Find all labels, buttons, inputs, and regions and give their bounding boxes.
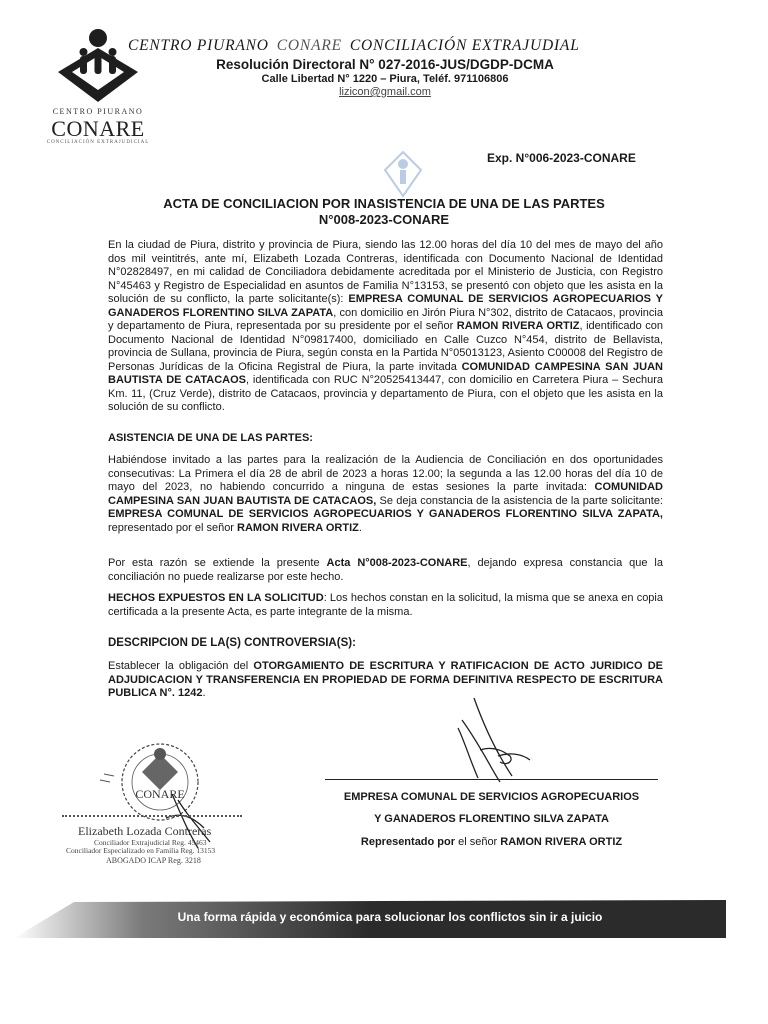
controversy-subject: OTORGAMIENTO DE ESCRITURA Y RATIFICACION DE ACTO JURIDICO DE ADJUDICACION Y TRANSFERENCIA EN PROPIEDAD DE FORMA DEFINITIVA RESPECTO DE ESCRITURA PUBLICA N°. 1242 [108, 660, 663, 699]
footer-slogan: Una forma rápida y económica para solucionar los conflictos sin ir a juicio [177, 910, 603, 924]
signature-line [325, 779, 658, 780]
invited-party-name: COMUNIDAD CAMPESINA SAN JUAN BAUTISTA DE CATACAOS [108, 360, 663, 386]
email-link[interactable]: lizicon@gmail.com [339, 86, 431, 98]
watermark-stamp-icon [383, 150, 423, 198]
logo-caption-small: CENTRO PIURANO [52, 107, 144, 116]
text-run: Establecer la obligación del [108, 660, 254, 672]
text-run: , identificado con Documento Nacional de Identidad N°09817400, domiciliado en Calle Cuzco N°454, distrito de Bellavista, provincia de Sullana, provincia de Piura, según consta en la Partida N°05013123, Asiento C00008 del Registro de Personas Jurídicas de la Oficina Registral de Piura, la parte invitada [108, 320, 663, 373]
stamp-label: CONARE [135, 787, 185, 801]
facts-label: HECHOS EXPUESTOS EN LA SOLICITUD [108, 592, 324, 604]
conciliator-registry: Conciliador Extrajudicial Reg. 45463 [94, 838, 207, 847]
text-run: : Los hechos constan en la solicitud, la misma que se anexa en copia certificada a la presente Acta, es parte integrante de la misma. [108, 592, 663, 618]
paragraph-act-issued [108, 557, 663, 584]
text-run: , con domicilio en Jirón Piura N°302, distrito de Catacaos, provincia y departamento de Piura, representada por su presidente por el señor [108, 306, 663, 332]
act-number: Acta N°008-2023-CONARE [326, 557, 468, 569]
text-run: . [202, 687, 206, 699]
resolution-line: Resolución Directoral N° 027-2016-JUS/DGDP-DCMA [216, 57, 554, 72]
text-run: Habiéndose invitado a las partes para la realización de la Audiencia de Conciliación en dos oportunidades consecutivas: La Primera el día 28 de abril de 2023 a horas 12.00; la segunda a las 12.00 horas del día 10 de mayo del 2023, no habiendo concurrido a ninguna de estas sesiones la parte invitada: [108, 454, 663, 493]
section-heading-controversy: DESCRIPCION DE LA(S) CONTROVERSIA(S): [108, 637, 356, 649]
representative-name: RAMON RIVERA ORTIZ [500, 836, 623, 848]
title-line-2: N°008-2023-CONARE [318, 212, 450, 227]
paragraph-facts [108, 592, 663, 619]
handwritten-signature [440, 690, 550, 790]
paragraph-controversy [108, 660, 663, 701]
section-heading-attendance: ASISTENCIA DE UNA DE LAS PARTES: [108, 432, 313, 444]
org-name-part1: CENTRO PIURANO [128, 37, 269, 54]
applicant-name: EMPRESA COMUNAL DE SERVICIOS AGROPECUARIOS Y GANADEROS FLORENTINO SILVA ZAPATA, [108, 508, 663, 520]
document-title [110, 196, 658, 228]
text-run: Representado por [360, 836, 456, 848]
invited-party-name: COMUNIDAD CAMPESINA SAN JUAN BAUTISTA DE CATACAOS, [108, 481, 663, 507]
paragraph-introduction [108, 239, 663, 415]
signatory-representative [325, 836, 658, 848]
logo-caption: CONARE [51, 116, 145, 141]
conciliator-bar-registry: ABOGADO ICAP Reg. 3218 [106, 856, 201, 865]
paragraph-attendance [108, 454, 663, 535]
address-line: Calle Libertad N° 1220 – Piura, Teléf. 971106806 [261, 73, 509, 85]
conciliator-specialty-registry: Conciliador Especializado en Familia Reg. 13153 [66, 846, 216, 855]
signatory-party-line-1: EMPRESA COMUNAL DE SERVICIOS AGROPECUARIOS [343, 791, 640, 803]
text-run: , dejando expresa constancia que la conciliación no puede realizarse por este hecho. [108, 557, 663, 583]
logo-subcaption: CONCILIACIÓN EXTRAJUDICIAL [46, 140, 150, 145]
conciliator-name: Elizabeth Lozada Contreras [78, 824, 212, 838]
text-run: Se deja constancia de la asistencia de la parte solicitante: [376, 494, 663, 507]
text-run: . [358, 521, 362, 534]
signatory-party-line-2: Y GANADEROS FLORENTINO SILVA ZAPATA [374, 813, 609, 825]
title-line-1: ACTA DE CONCILIACION POR INASISTENCIA DE UNA DE LAS PARTES [163, 196, 605, 211]
text-run: , identificada con RUC N°20525413447, con domicilio en Carretera Piura – Sechura Km. 11, (Cruz Verde), distrito de Catacaos, provincia y departamento de Piura, con el objeto que les asista en la solución de su conflicto. [108, 374, 663, 413]
org-name-part2: CONARE [276, 37, 342, 54]
expedient-number: Exp. N°006-2023-CONARE [487, 151, 636, 165]
applicant-name: EMPRESA COMUNAL DE SERVICIOS AGROPECUARIOS Y GANADEROS FLORENTINO SILVA ZAPATA [108, 293, 664, 319]
text-run: representado por el señor [108, 521, 238, 534]
org-name-part3: CONCILIACIÓN EXTRAJUDIAL [349, 37, 580, 54]
text-run: En la ciudad de Piura, distrito y provincia de Piura, siendo las 12.00 horas del día 10 del mes de mayo del año dos mil veintitrés, ante mí, Elizabeth Lozada Contreras, identificada con Documento Nacional de Identidad N°02828497, en mi calidad de Conciliadora debidamente acreditada por el Ministerio de Justicia, con Registro N°45463 y Registro de Especialidad en asuntos de Familia N°13153, se presentó con objeto que les asista en la solución de su conflicto, la parte solicitante(s): [108, 239, 663, 305]
organization-name [128, 37, 580, 55]
representative-name: RAMON RIVERA ORTIZ [456, 320, 580, 332]
dotted-divider [62, 815, 242, 823]
representative-name: RAMON RIVERA ORTIZ [237, 521, 359, 534]
text-run: Por esta razón se extiende la presente [108, 557, 327, 569]
text-run: el señor [455, 836, 501, 848]
